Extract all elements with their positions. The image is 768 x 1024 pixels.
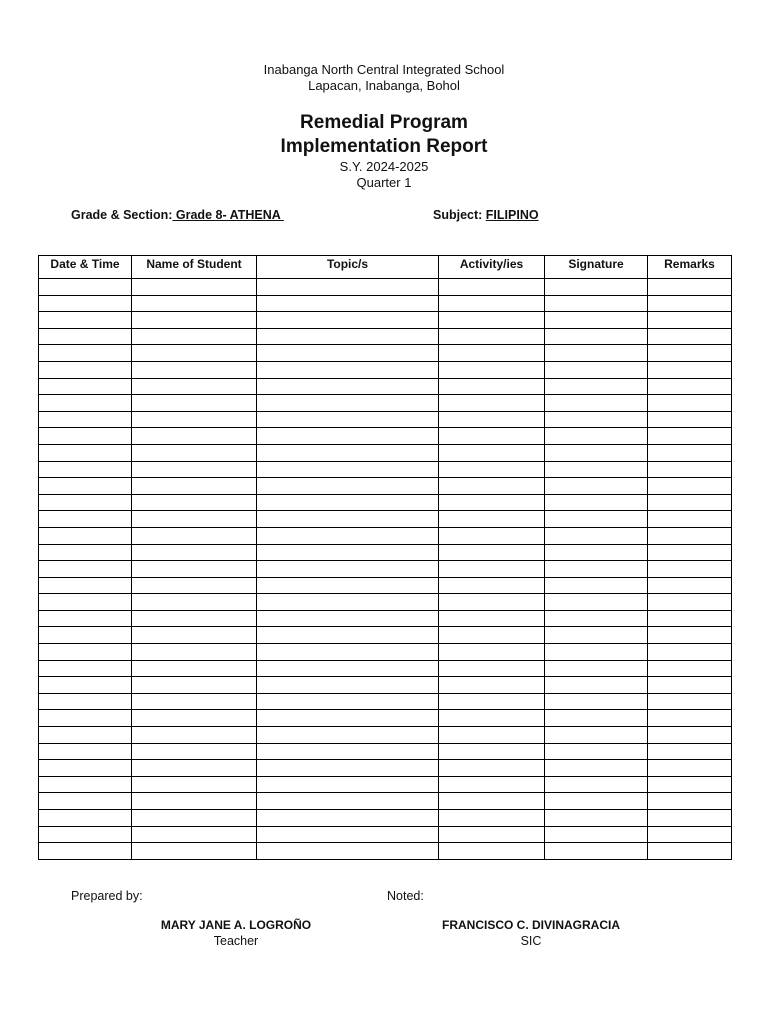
table-cell[interactable] (439, 760, 545, 777)
table-cell[interactable] (648, 494, 732, 511)
table-cell[interactable] (39, 561, 132, 578)
table-cell[interactable] (439, 411, 545, 428)
table-cell[interactable] (545, 660, 648, 677)
table-cell[interactable] (648, 660, 732, 677)
table-cell[interactable] (439, 644, 545, 661)
table-body (39, 279, 732, 860)
table-row (39, 527, 732, 544)
table-row (39, 710, 732, 727)
column-header-signature: Signature (545, 256, 648, 279)
table-cell[interactable] (132, 478, 257, 495)
table-cell[interactable] (39, 727, 132, 744)
table-cell[interactable] (257, 395, 439, 412)
table-cell[interactable] (439, 743, 545, 760)
noted-label: Noted: (387, 889, 424, 903)
column-header-student-name: Name of Student (132, 256, 257, 279)
table-cell[interactable] (132, 361, 257, 378)
table-cell[interactable] (39, 395, 132, 412)
table-cell[interactable] (439, 660, 545, 677)
school-name: Inabanga North Central Integrated School (263, 62, 505, 77)
table-row (39, 544, 732, 561)
table-row (39, 627, 732, 644)
table-cell[interactable] (648, 743, 732, 760)
report-title-line1: Remedial Program (300, 112, 468, 133)
table-cell[interactable] (545, 378, 648, 395)
table-cell[interactable] (439, 843, 545, 860)
table-cell[interactable] (132, 444, 257, 461)
table-cell[interactable] (439, 395, 545, 412)
table-cell[interactable] (545, 444, 648, 461)
table-cell[interactable] (132, 810, 257, 827)
table-cell[interactable] (439, 478, 545, 495)
table-cell[interactable] (439, 511, 545, 528)
table-cell[interactable] (439, 561, 545, 578)
table-cell[interactable] (257, 727, 439, 744)
table-cell[interactable] (39, 644, 132, 661)
table-cell[interactable] (545, 478, 648, 495)
table-row (39, 677, 732, 694)
table-cell[interactable] (132, 411, 257, 428)
table-cell[interactable] (257, 644, 439, 661)
table-cell[interactable] (257, 345, 439, 362)
table-cell[interactable] (257, 378, 439, 395)
column-header-topics: Topic/s (257, 256, 439, 279)
table-cell[interactable] (132, 279, 257, 296)
table-cell[interactable] (545, 461, 648, 478)
table-cell[interactable] (545, 677, 648, 694)
table-cell[interactable] (39, 527, 132, 544)
table-row (39, 428, 732, 445)
table-cell[interactable] (132, 378, 257, 395)
table-header-row (39, 256, 732, 279)
table-cell[interactable] (132, 494, 257, 511)
report-title-line2: Implementation Report (280, 136, 488, 157)
table-cell[interactable] (132, 461, 257, 478)
table-cell[interactable] (257, 594, 439, 611)
quarter: Quarter 1 (356, 175, 412, 190)
column-header-remarks: Remarks (648, 256, 732, 279)
table-cell[interactable] (257, 511, 439, 528)
table-cell[interactable] (648, 594, 732, 611)
table-cell[interactable] (132, 511, 257, 528)
table-cell[interactable] (39, 511, 132, 528)
table-cell[interactable] (39, 378, 132, 395)
table-cell[interactable] (545, 428, 648, 445)
table-cell[interactable] (648, 461, 732, 478)
remedial-table (38, 255, 732, 860)
table-cell[interactable] (257, 361, 439, 378)
table-cell[interactable] (39, 594, 132, 611)
table-cell[interactable] (439, 594, 545, 611)
table-cell[interactable] (545, 511, 648, 528)
table-cell[interactable] (39, 577, 132, 594)
table-cell[interactable] (257, 610, 439, 627)
table-cell[interactable] (39, 627, 132, 644)
table-row (39, 760, 732, 777)
table-cell[interactable] (257, 760, 439, 777)
table-cell[interactable] (648, 328, 732, 345)
table-cell[interactable] (648, 444, 732, 461)
table-cell[interactable] (39, 660, 132, 677)
table-cell[interactable] (439, 444, 545, 461)
table-cell[interactable] (648, 345, 732, 362)
noter-role: SIC (520, 934, 542, 948)
table-cell[interactable] (545, 527, 648, 544)
table-cell[interactable] (39, 295, 132, 312)
table-cell[interactable] (439, 345, 545, 362)
school-year: S.Y. 2024-2025 (339, 159, 429, 174)
table-cell[interactable] (39, 693, 132, 710)
grade-section-value: Grade 8- ATHENA (172, 208, 284, 222)
table-row (39, 660, 732, 677)
table-cell[interactable] (257, 544, 439, 561)
table-cell[interactable] (257, 693, 439, 710)
table-cell[interactable] (257, 793, 439, 810)
table-cell[interactable] (132, 395, 257, 412)
table-row (39, 843, 732, 860)
table-row (39, 395, 732, 412)
table-cell[interactable] (257, 527, 439, 544)
table-cell[interactable] (439, 710, 545, 727)
table-cell[interactable] (545, 610, 648, 627)
table-cell[interactable] (132, 345, 257, 362)
table-row (39, 594, 732, 611)
table-cell[interactable] (648, 677, 732, 694)
table-row (39, 793, 732, 810)
table-cell[interactable] (132, 843, 257, 860)
table-cell[interactable] (648, 793, 732, 810)
table-cell[interactable] (648, 478, 732, 495)
table-cell[interactable] (39, 810, 132, 827)
table-cell[interactable] (39, 494, 132, 511)
table-cell[interactable] (39, 793, 132, 810)
table-cell[interactable] (39, 411, 132, 428)
column-header-date-time: Date & Time (39, 256, 132, 279)
table-cell[interactable] (648, 378, 732, 395)
table-cell[interactable] (439, 776, 545, 793)
table-cell[interactable] (132, 295, 257, 312)
table-cell[interactable] (132, 727, 257, 744)
table-row (39, 610, 732, 627)
table-cell[interactable] (545, 345, 648, 362)
table-cell[interactable] (257, 461, 439, 478)
table-cell[interactable] (39, 544, 132, 561)
table-cell[interactable] (545, 561, 648, 578)
table-cell[interactable] (132, 776, 257, 793)
table-cell[interactable] (439, 494, 545, 511)
table-row (39, 478, 732, 495)
table-cell[interactable] (257, 776, 439, 793)
grade-section-label: Grade & Section: (71, 208, 173, 222)
table-cell[interactable] (648, 312, 732, 329)
table-cell[interactable] (648, 810, 732, 827)
table-cell[interactable] (648, 561, 732, 578)
table-cell[interactable] (132, 760, 257, 777)
table-cell[interactable] (132, 328, 257, 345)
table-cell[interactable] (257, 428, 439, 445)
school-address: Lapacan, Inabanga, Bohol (308, 78, 460, 93)
subject-field (433, 207, 539, 223)
table-cell[interactable] (257, 826, 439, 843)
table-cell[interactable] (545, 760, 648, 777)
table-cell[interactable] (132, 428, 257, 445)
table-row (39, 279, 732, 296)
table-cell[interactable] (39, 328, 132, 345)
table-cell[interactable] (648, 577, 732, 594)
table-cell[interactable] (257, 561, 439, 578)
table-cell[interactable] (439, 727, 545, 744)
table-cell[interactable] (132, 826, 257, 843)
table-cell[interactable] (439, 677, 545, 694)
table-row (39, 810, 732, 827)
table-cell[interactable] (39, 843, 132, 860)
table-cell[interactable] (648, 627, 732, 644)
table-cell[interactable] (439, 279, 545, 296)
table-cell[interactable] (257, 312, 439, 329)
table-cell[interactable] (439, 295, 545, 312)
table-cell[interactable] (545, 627, 648, 644)
table-cell[interactable] (545, 693, 648, 710)
table-cell[interactable] (132, 544, 257, 561)
table-cell[interactable] (439, 461, 545, 478)
table-cell[interactable] (439, 693, 545, 710)
table-cell[interactable] (257, 677, 439, 694)
table-cell[interactable] (439, 328, 545, 345)
table-cell[interactable] (648, 428, 732, 445)
table-cell[interactable] (439, 610, 545, 627)
table-cell[interactable] (648, 826, 732, 843)
table-cell[interactable] (132, 793, 257, 810)
table-cell[interactable] (545, 710, 648, 727)
table-cell[interactable] (648, 527, 732, 544)
table-row (39, 727, 732, 744)
table-cell[interactable] (132, 644, 257, 661)
table-cell[interactable] (39, 279, 132, 296)
column-header-activities: Activity/ies (439, 256, 545, 279)
table-cell[interactable] (257, 478, 439, 495)
table-cell[interactable] (39, 710, 132, 727)
table-cell[interactable] (39, 743, 132, 760)
table-row (39, 328, 732, 345)
table-cell[interactable] (545, 312, 648, 329)
table-row (39, 444, 732, 461)
table-cell[interactable] (132, 312, 257, 329)
table-cell[interactable] (39, 776, 132, 793)
table-row (39, 826, 732, 843)
table-cell[interactable] (257, 627, 439, 644)
table-cell[interactable] (439, 577, 545, 594)
table-cell[interactable] (545, 411, 648, 428)
table-cell[interactable] (39, 677, 132, 694)
table-cell[interactable] (132, 561, 257, 578)
table-cell[interactable] (39, 444, 132, 461)
table-cell[interactable] (648, 511, 732, 528)
table-cell[interactable] (439, 428, 545, 445)
table-cell[interactable] (132, 693, 257, 710)
table-cell[interactable] (545, 810, 648, 827)
table-cell[interactable] (257, 494, 439, 511)
table-cell[interactable] (545, 395, 648, 412)
table-cell[interactable] (648, 610, 732, 627)
table-cell[interactable] (439, 793, 545, 810)
table-cell[interactable] (439, 312, 545, 329)
table-cell[interactable] (545, 776, 648, 793)
table-cell[interactable] (545, 793, 648, 810)
grade-section-field (71, 207, 284, 223)
table-cell[interactable] (439, 378, 545, 395)
table-cell[interactable] (39, 610, 132, 627)
table-cell[interactable] (648, 727, 732, 744)
table-cell[interactable] (439, 826, 545, 843)
table-row (39, 743, 732, 760)
table-cell[interactable] (439, 544, 545, 561)
table-row (39, 776, 732, 793)
table-cell[interactable] (648, 760, 732, 777)
table-cell[interactable] (545, 577, 648, 594)
table-cell[interactable] (132, 743, 257, 760)
table-cell[interactable] (132, 627, 257, 644)
table-cell[interactable] (132, 527, 257, 544)
table-cell[interactable] (648, 776, 732, 793)
table-cell[interactable] (132, 594, 257, 611)
table-cell[interactable] (257, 328, 439, 345)
table-cell[interactable] (545, 743, 648, 760)
subject-value: FILIPINO (485, 208, 539, 222)
table-cell[interactable] (648, 644, 732, 661)
table-cell[interactable] (439, 810, 545, 827)
table-cell[interactable] (39, 826, 132, 843)
table-cell[interactable] (545, 295, 648, 312)
table-cell[interactable] (132, 677, 257, 694)
table-row (39, 345, 732, 362)
table-cell[interactable] (545, 544, 648, 561)
table-row (39, 361, 732, 378)
table-cell[interactable] (132, 710, 257, 727)
table-cell[interactable] (545, 727, 648, 744)
table-cell[interactable] (545, 328, 648, 345)
table-cell[interactable] (648, 544, 732, 561)
table-cell[interactable] (545, 826, 648, 843)
table-cell[interactable] (648, 395, 732, 412)
table-row (39, 312, 732, 329)
table-cell[interactable] (648, 295, 732, 312)
table-row (39, 511, 732, 528)
table-cell[interactable] (39, 478, 132, 495)
table-row (39, 693, 732, 710)
table-cell[interactable] (257, 660, 439, 677)
table-cell[interactable] (545, 279, 648, 296)
table-cell[interactable] (648, 710, 732, 727)
table-cell[interactable] (648, 693, 732, 710)
table-cell[interactable] (39, 760, 132, 777)
table-cell[interactable] (439, 627, 545, 644)
table-cell[interactable] (257, 444, 439, 461)
table-cell[interactable] (648, 361, 732, 378)
table-row (39, 378, 732, 395)
table-cell[interactable] (439, 361, 545, 378)
table-cell[interactable] (257, 710, 439, 727)
table-cell[interactable] (545, 361, 648, 378)
table-cell[interactable] (257, 577, 439, 594)
table-cell[interactable] (132, 610, 257, 627)
table-cell[interactable] (439, 527, 545, 544)
prepared-by-label: Prepared by: (71, 889, 143, 903)
table-cell[interactable] (39, 461, 132, 478)
noter-name: FRANCISCO C. DIVINAGRACIA (441, 918, 620, 932)
table-cell[interactable] (545, 843, 648, 860)
table-row (39, 411, 732, 428)
table-cell[interactable] (39, 428, 132, 445)
table-cell[interactable] (257, 810, 439, 827)
table-cell[interactable] (132, 577, 257, 594)
subject-label: Subject: (433, 208, 486, 222)
table-cell[interactable] (257, 743, 439, 760)
table-cell[interactable] (257, 279, 439, 296)
table-cell[interactable] (648, 279, 732, 296)
table-cell[interactable] (39, 345, 132, 362)
table-cell[interactable] (545, 644, 648, 661)
table-row (39, 461, 732, 478)
table-cell[interactable] (39, 312, 132, 329)
table-row (39, 577, 732, 594)
table-row (39, 494, 732, 511)
table-cell[interactable] (545, 594, 648, 611)
table-cell[interactable] (39, 361, 132, 378)
table-row (39, 561, 732, 578)
table-cell[interactable] (257, 843, 439, 860)
preparer-role: Teacher (213, 934, 259, 948)
table-cell[interactable] (545, 494, 648, 511)
table-cell[interactable] (648, 843, 732, 860)
table-row (39, 644, 732, 661)
preparer-name: MARY JANE A. LOGROÑO (160, 918, 312, 932)
table-row (39, 295, 732, 312)
table-cell[interactable] (648, 411, 732, 428)
table-cell[interactable] (132, 660, 257, 677)
table-cell[interactable] (257, 295, 439, 312)
table-cell[interactable] (257, 411, 439, 428)
